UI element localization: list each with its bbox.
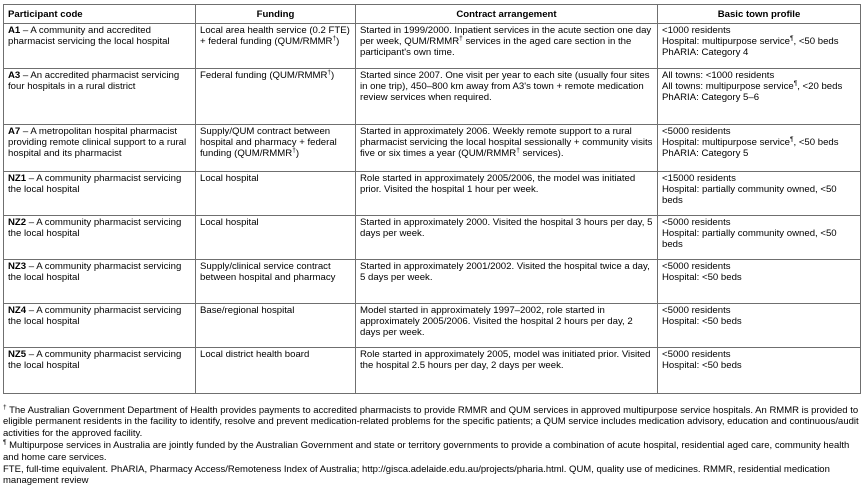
footnote-abbreviations: FTE, full-time equivalent. PhARIA, Pharmacy Access/Remoteness Index of Australia; http://gisca.adelaide.edu.au/projects/pharia.html. QUM, quality use of medicines. RMMR, residential medication management review xyxy=(3,464,830,487)
town-profile-line: <5000 residents xyxy=(662,217,731,228)
footnote-dagger: † The Australian Government Department of Health provides payments to accredited pharmacists to provide RMMR and QUM services in approved multipurpose service hospitals. An RMMR is provided to eligible permanent residents in the facility to identify, resolve and prevent medication-related problems for the specific patients; a QUM service includes medication advisory, education and continuous/audit activities for the approved facility. xyxy=(3,403,859,439)
table-row xyxy=(4,125,861,172)
town-profile-cell xyxy=(658,260,861,304)
participant-code: NZ2 xyxy=(8,217,27,228)
table-row xyxy=(4,24,861,69)
town-profile-cell xyxy=(658,348,861,394)
participant-code: NZ5 xyxy=(8,349,27,360)
participant-cell xyxy=(4,24,196,69)
town-profile-line: Hospital: <50 beds xyxy=(662,272,742,284)
participant-cell xyxy=(4,260,196,304)
town-profile-line: Hospital: <50 beds xyxy=(662,316,742,328)
contract-cell: Started in approximately 2001/2002. Visited the hospital twice a day, 5 days per week. xyxy=(356,260,658,304)
town-profile-line: Hospital: <50 beds xyxy=(662,360,742,372)
town-profile-line: <5000 residents xyxy=(662,126,731,137)
table-row xyxy=(4,69,861,125)
table-body xyxy=(4,24,861,394)
participant-description: – A community pharmacist servicing the local hospital xyxy=(8,349,182,372)
town-profile-line: All towns: <1000 residents xyxy=(662,70,775,81)
participant-cell xyxy=(4,304,196,348)
town-profile-line: Hospital: multipurpose service¶, <50 beds xyxy=(662,136,839,149)
contract-cell: Started in 1999/2000. Inpatient services in the acute section one day per week, QUM/RMMR† services in the aged care section in the participant's own time. xyxy=(356,24,658,69)
header-contract-arrangement: Contract arrangement xyxy=(356,5,658,24)
funding-cell: Local area health service (0.2 FTE) + federal funding (QUM/RMMR†) xyxy=(196,24,356,69)
town-profile-line: Hospital: multipurpose service¶, <50 beds xyxy=(662,35,839,48)
town-profile-line: Hospital: partially community owned, <50 beds xyxy=(662,184,837,207)
participant-cell xyxy=(4,125,196,172)
town-profile-line: <5000 residents xyxy=(662,261,731,272)
participant-cell xyxy=(4,348,196,394)
participant-code: NZ1 xyxy=(8,173,27,184)
town-profile-line: <5000 residents xyxy=(662,305,731,316)
town-profile-line: PhARIA: Category 5–6 xyxy=(662,92,760,104)
contract-cell: Started in approximately 2000. Visited the hospital 3 hours per day, 5 days per week. xyxy=(356,216,658,260)
funding-cell: Local district health board xyxy=(196,348,356,394)
participants-table xyxy=(3,4,861,394)
town-profile-line: <1000 residents xyxy=(662,25,731,36)
funding-cell: Base/regional hospital xyxy=(196,304,356,348)
footnotes xyxy=(3,405,860,488)
participant-description: – A metropolitan hospital pharmacist providing remote clinical support to a rural hospital and its pharmacist xyxy=(8,126,187,160)
funding-cell: Local hospital xyxy=(196,172,356,216)
participant-description: – A community pharmacist servicing the local hospital xyxy=(8,217,182,240)
town-profile-cell xyxy=(658,69,861,125)
table-row xyxy=(4,172,861,216)
participant-description: – A community pharmacist servicing the local hospital xyxy=(8,173,182,196)
participant-description: – A community pharmacist servicing the local hospital xyxy=(8,261,182,284)
contract-cell: Model started in approximately 1997–2002, role started in approximately 2005/2006. Visited the hospital 2 hours per day, 2 days per week. xyxy=(356,304,658,348)
table-row xyxy=(4,348,861,394)
town-profile-line: Hospital: partially community owned, <50 beds xyxy=(662,228,837,251)
footnote-pilcrow: ¶ Multipurpose services in Australia are jointly funded by the Australian Government and state or territory governments to provide a combination of acute hospital, residential aged care, community health and home care services. xyxy=(3,439,850,463)
table-row xyxy=(4,260,861,304)
town-profile-cell xyxy=(658,172,861,216)
participant-description: – A community pharmacist servicing the local hospital xyxy=(8,305,182,328)
town-profile-cell xyxy=(658,125,861,172)
participant-code: NZ3 xyxy=(8,261,27,272)
table-row xyxy=(4,216,861,260)
funding-cell: Supply/QUM contract between hospital and pharmacy + federal funding (QUM/RMMR†) xyxy=(196,125,356,172)
contract-cell: Started in approximately 2006. Weekly remote support to a rural pharmacist servicing the local hospital sessionally + community visits five or six times a year (QUM/RMMR† services). xyxy=(356,125,658,172)
participant-description: – An accredited pharmacist servicing four hospitals in a rural district xyxy=(8,70,180,93)
participant-description: – A community and accredited pharmacist servicing the local hospital xyxy=(8,25,170,48)
header-funding: Funding xyxy=(196,5,356,24)
town-profile-line: <5000 residents xyxy=(662,349,731,360)
header-participant-code: Participant code xyxy=(4,5,196,24)
contract-cell: Role started in approximately 2005, model was initiated prior. Visited the hospital 2.5 hours per day, 2 days per week. xyxy=(356,348,658,394)
town-profile-cell xyxy=(658,24,861,69)
town-profile-cell xyxy=(658,304,861,348)
funding-cell: Federal funding (QUM/RMMR†) xyxy=(196,69,356,125)
participant-cell xyxy=(4,69,196,125)
participant-cell xyxy=(4,172,196,216)
funding-cell: Supply/clinical service contract between hospital and pharmacy xyxy=(196,260,356,304)
table-row xyxy=(4,304,861,348)
town-profile-cell xyxy=(658,216,861,260)
town-profile-line: PhARIA: Category 5 xyxy=(662,148,749,160)
contract-cell: Role started in approximately 2005/2006, the model was initiated prior. Visited the hospital 1 hour per week. xyxy=(356,172,658,216)
participant-code: A3 xyxy=(8,70,21,81)
participant-cell xyxy=(4,216,196,260)
header-row xyxy=(4,5,861,24)
town-profile-line: <15000 residents xyxy=(662,173,736,184)
town-profile-line: PhARIA: Category 4 xyxy=(662,47,749,59)
participant-code: A1 xyxy=(8,25,21,36)
header-town-profile: Basic town profile xyxy=(658,5,861,24)
contract-cell: Started since 2007. One visit per year to each site (usually four sites in one trip), 450–800 km away from A3's town + remote medication review services when required. xyxy=(356,69,658,125)
participant-code: A7 xyxy=(8,126,21,137)
participant-code: NZ4 xyxy=(8,305,27,316)
town-profile-line: All towns: multipurpose service¶, <20 beds xyxy=(662,80,843,93)
funding-cell: Local hospital xyxy=(196,216,356,260)
